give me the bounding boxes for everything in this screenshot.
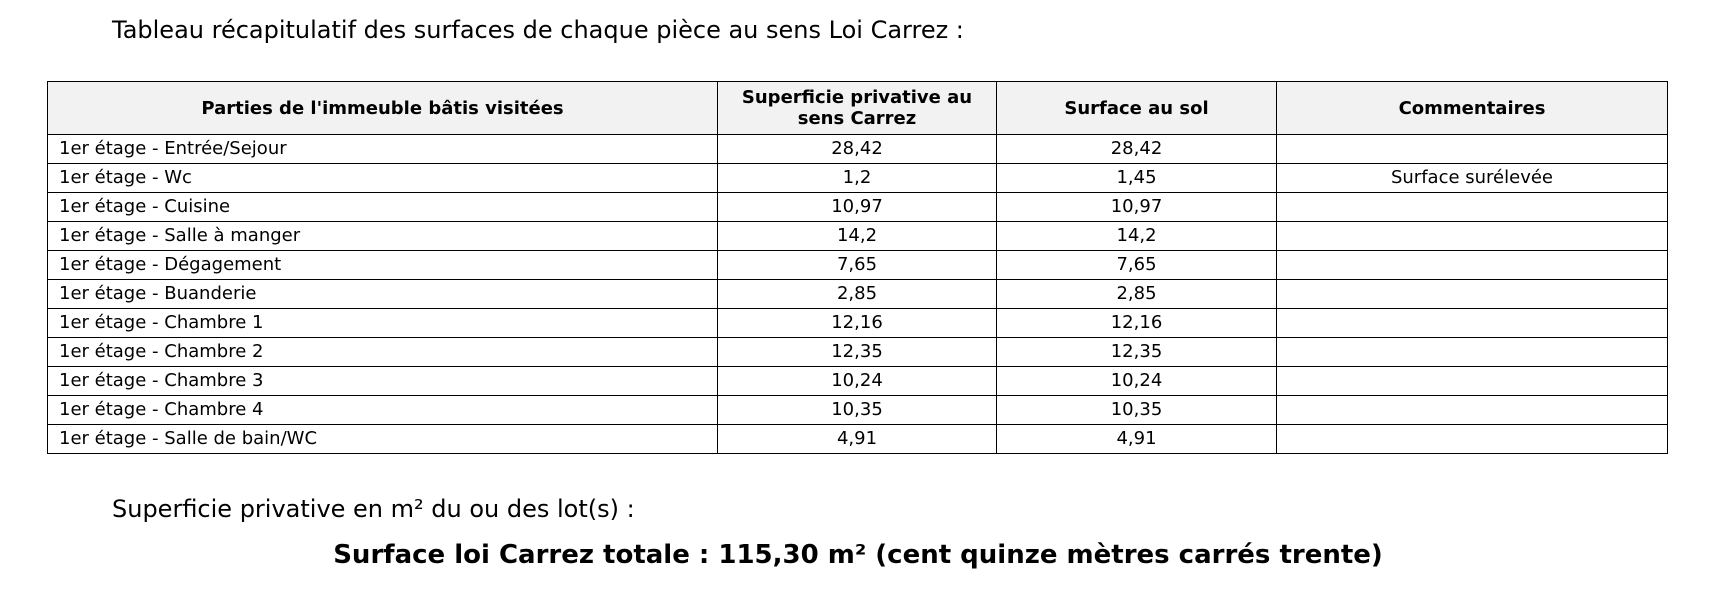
cell-superficie-carrez: 7,65 xyxy=(718,251,997,280)
summary-label: Superficie privative en m² du ou des lot(s) : xyxy=(112,495,635,523)
cell-part: 1er étage - Buanderie xyxy=(48,280,718,309)
cell-superficie-carrez: 10,97 xyxy=(718,193,997,222)
cell-commentaire xyxy=(1277,338,1668,367)
cell-commentaire: Surface surélevée xyxy=(1277,164,1668,193)
cell-surface-sol: 28,42 xyxy=(997,135,1277,164)
cell-part: 1er étage - Chambre 1 xyxy=(48,309,718,338)
table-row xyxy=(48,367,1668,396)
cell-part: 1er étage - Salle à manger xyxy=(48,222,718,251)
cell-superficie-carrez: 10,35 xyxy=(718,396,997,425)
cell-commentaire xyxy=(1277,396,1668,425)
cell-commentaire xyxy=(1277,280,1668,309)
table-body xyxy=(48,135,1668,454)
cell-commentaire xyxy=(1277,135,1668,164)
cell-commentaire xyxy=(1277,425,1668,454)
surfaces-table xyxy=(47,81,1668,454)
table-header-row xyxy=(48,82,1668,135)
table-row xyxy=(48,251,1668,280)
cell-part: 1er étage - Wc xyxy=(48,164,718,193)
table-row xyxy=(48,135,1668,164)
cell-superficie-carrez: 12,16 xyxy=(718,309,997,338)
cell-part: 1er étage - Cuisine xyxy=(48,193,718,222)
cell-superficie-carrez: 28,42 xyxy=(718,135,997,164)
cell-superficie-carrez: 14,2 xyxy=(718,222,997,251)
cell-superficie-carrez: 12,35 xyxy=(718,338,997,367)
cell-surface-sol: 2,85 xyxy=(997,280,1277,309)
cell-surface-sol: 7,65 xyxy=(997,251,1277,280)
cell-part: 1er étage - Salle de bain/WC xyxy=(48,425,718,454)
cell-superficie-carrez: 4,91 xyxy=(718,425,997,454)
header-parts: Parties de l'immeuble bâtis visitées xyxy=(48,82,718,135)
cell-surface-sol: 14,2 xyxy=(997,222,1277,251)
cell-part: 1er étage - Chambre 4 xyxy=(48,396,718,425)
cell-surface-sol: 12,35 xyxy=(997,338,1277,367)
cell-part: 1er étage - Chambre 2 xyxy=(48,338,718,367)
table-row xyxy=(48,222,1668,251)
header-commentaires: Commentaires xyxy=(1277,82,1668,135)
cell-surface-sol: 12,16 xyxy=(997,309,1277,338)
cell-commentaire xyxy=(1277,251,1668,280)
cell-surface-sol: 10,24 xyxy=(997,367,1277,396)
cell-superficie-carrez: 10,24 xyxy=(718,367,997,396)
cell-surface-sol: 1,45 xyxy=(997,164,1277,193)
table-row xyxy=(48,280,1668,309)
cell-part: 1er étage - Dégagement xyxy=(48,251,718,280)
cell-superficie-carrez: 1,2 xyxy=(718,164,997,193)
table-row xyxy=(48,425,1668,454)
cell-surface-sol: 10,35 xyxy=(997,396,1277,425)
header-surface-sol: Surface au sol xyxy=(997,82,1277,135)
cell-commentaire xyxy=(1277,367,1668,396)
cell-commentaire xyxy=(1277,222,1668,251)
cell-surface-sol: 4,91 xyxy=(997,425,1277,454)
cell-commentaire xyxy=(1277,193,1668,222)
cell-commentaire xyxy=(1277,309,1668,338)
table-row xyxy=(48,164,1668,193)
cell-part: 1er étage - Chambre 3 xyxy=(48,367,718,396)
cell-surface-sol: 10,97 xyxy=(997,193,1277,222)
total-carrez: Surface loi Carrez totale : 115,30 m² (cent quinze mètres carrés trente) xyxy=(333,540,1383,570)
cell-superficie-carrez: 2,85 xyxy=(718,280,997,309)
cell-part: 1er étage - Entrée/Sejour xyxy=(48,135,718,164)
table-row xyxy=(48,193,1668,222)
table-row xyxy=(48,396,1668,425)
table-row xyxy=(48,309,1668,338)
header-superficie-carrez: Superficie privative au sens Carrez xyxy=(718,82,997,135)
table-row xyxy=(48,338,1668,367)
intro-heading: Tableau récapitulatif des surfaces de chaque pièce au sens Loi Carrez : xyxy=(112,16,964,44)
